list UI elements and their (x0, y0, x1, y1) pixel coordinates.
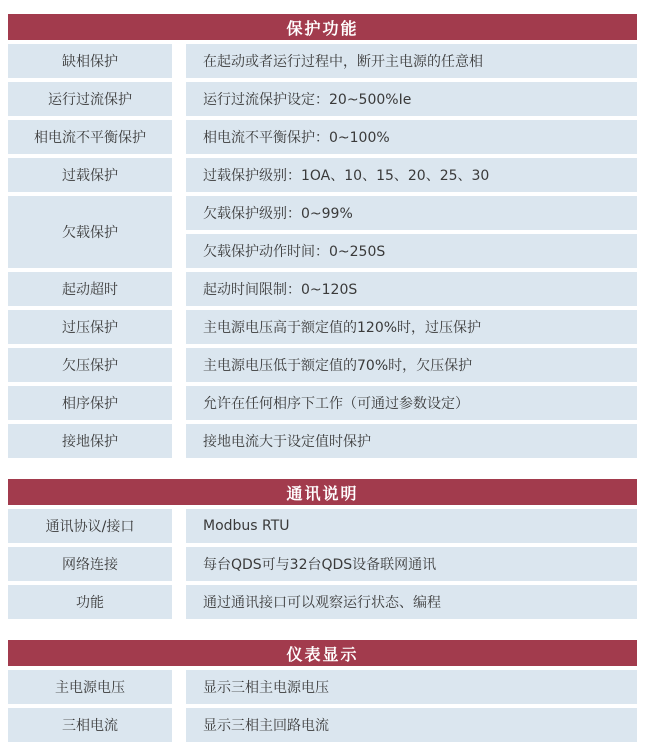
spec-section (8, 14, 637, 458)
spec-section (8, 640, 637, 742)
row-description: 主电源电压低于额定值的70%时，欠压保护 (186, 348, 637, 382)
table-row (8, 158, 637, 192)
section-body (8, 670, 637, 742)
section-body (8, 509, 637, 619)
row-description: Modbus RTU (186, 509, 637, 543)
row-description: 接地电流大于设定值时保护 (186, 424, 637, 458)
table-row (8, 424, 637, 458)
row-description: 欠载保护级别：0~99% (186, 196, 637, 230)
row-description: 运行过流保护设定：20~500%Ie (186, 82, 637, 116)
row-label: 功能 (8, 585, 172, 619)
table-row (8, 670, 637, 704)
row-descriptions (186, 348, 637, 382)
row-description: 相电流不平衡保护：0~100% (186, 120, 637, 154)
section-title: 仪表显示 (286, 644, 359, 664)
row-description: 欠载保护动作时间：0~250S (186, 234, 637, 268)
row-descriptions (186, 44, 637, 78)
row-description: 每台QDS可与32台QDS设备联网通讯 (186, 547, 637, 581)
table-row (8, 310, 637, 344)
row-label: 缺相保护 (8, 44, 172, 78)
row-descriptions (186, 708, 637, 742)
row-descriptions (186, 272, 637, 306)
row-descriptions (186, 158, 637, 192)
row-label: 通讯协议/接口 (8, 509, 172, 543)
row-description: 过载保护级别：1OA、10、15、20、25、30 (186, 158, 637, 192)
row-description: 通过通讯接口可以观察运行状态、编程 (186, 585, 637, 619)
row-label: 运行过流保护 (8, 82, 172, 116)
section-header (8, 14, 637, 40)
table-row (8, 82, 637, 116)
row-descriptions (186, 310, 637, 344)
row-label: 欠压保护 (8, 348, 172, 382)
row-label: 相序保护 (8, 386, 172, 420)
row-descriptions (186, 547, 637, 581)
table-row (8, 196, 637, 268)
row-descriptions (186, 424, 637, 458)
table-row (8, 44, 637, 78)
row-label: 网络连接 (8, 547, 172, 581)
row-label: 接地保护 (8, 424, 172, 458)
table-row (8, 120, 637, 154)
table-row (8, 386, 637, 420)
table-row (8, 547, 637, 581)
row-label: 过载保护 (8, 158, 172, 192)
table-row (8, 509, 637, 543)
row-descriptions (186, 585, 637, 619)
section-title: 保护功能 (286, 18, 359, 38)
row-label: 主电源电压 (8, 670, 172, 704)
row-description: 主电源电压高于额定值的120%时，过压保护 (186, 310, 637, 344)
row-description: 显示三相主回路电流 (186, 708, 637, 742)
row-label: 起动超时 (8, 272, 172, 306)
table-row (8, 585, 637, 619)
row-label: 相电流不平衡保护 (8, 120, 172, 154)
row-descriptions (186, 196, 637, 268)
section-header (8, 479, 637, 505)
row-descriptions (186, 82, 637, 116)
table-row (8, 272, 637, 306)
row-description: 起动时间限制：0~120S (186, 272, 637, 306)
table-row (8, 348, 637, 382)
row-label: 三相电流 (8, 708, 172, 742)
row-label: 过压保护 (8, 310, 172, 344)
row-descriptions (186, 670, 637, 704)
row-description: 在起动或者运行过程中，断开主电源的任意相 (186, 44, 637, 78)
row-descriptions (186, 386, 637, 420)
section-title: 通讯说明 (286, 483, 359, 503)
table-row (8, 708, 637, 742)
section-body (8, 44, 637, 458)
row-description: 允许在任何相序下工作（可通过参数设定） (186, 386, 637, 420)
spec-section (8, 479, 637, 619)
row-label: 欠载保护 (8, 196, 172, 268)
row-description: 显示三相主电源电压 (186, 670, 637, 704)
row-descriptions (186, 120, 637, 154)
section-header (8, 640, 637, 666)
row-descriptions (186, 509, 637, 543)
